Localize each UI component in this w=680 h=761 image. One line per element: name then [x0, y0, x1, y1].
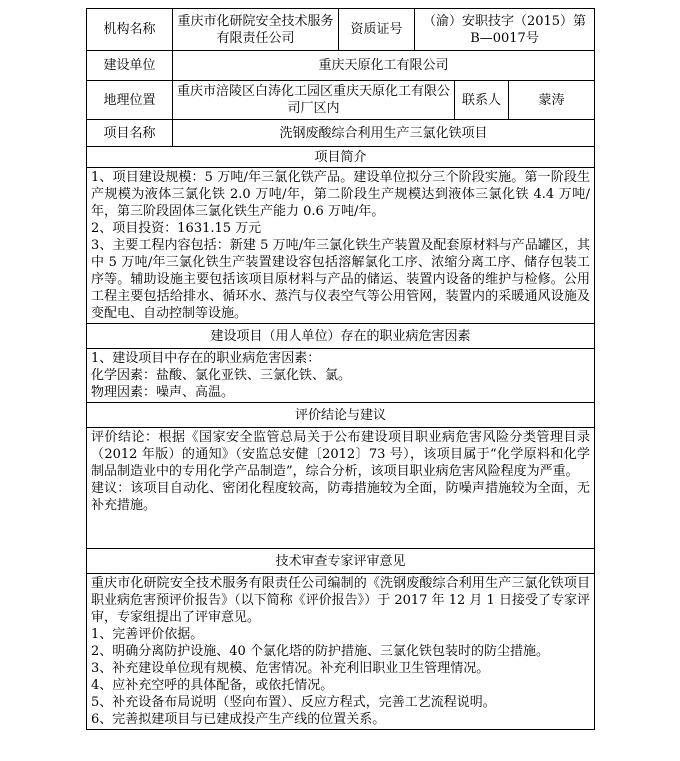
project-info-table	[86, 8, 595, 730]
location-label: 地理位置	[87, 81, 173, 120]
review-heading: 技术审查专家评审意见	[87, 549, 595, 574]
conclusion-heading: 评价结论与建议	[87, 403, 595, 428]
project-value: 洗钢废酸综合利用生产三氯化铁项目	[173, 120, 595, 147]
intro-heading: 项目简介	[87, 147, 595, 168]
contact-value: 蒙涛	[509, 81, 595, 120]
hazards-body	[87, 349, 595, 403]
document-page	[86, 8, 594, 730]
hazard-line: 物理因素：噪声、高温。	[91, 385, 235, 400]
contact-label: 联系人	[455, 81, 509, 120]
review-item: 3、补充建设单位现有规模、危害情况。补充利旧职业卫生管理情况。	[91, 661, 490, 676]
location-value: 重庆市涪陵区白涛化工园区重庆天原化工有限公司厂区内	[173, 81, 455, 120]
review-item: 5、补充设备布局说明（竖向布置）、反应方程式，完善工艺流程说明。	[91, 695, 496, 710]
intro-item: 1、项目建设规模：5 万吨/年三氯化铁产品。建设单位拟分三个阶段实施。第一阶段生产规模为液体三氯化铁 2.0 万吨/年，第二阶段生产规模达到液体三氯化铁 4.4 万吨/年，第三阶段固体三氯化铁生产能力 0.6 万吨/年。	[91, 170, 591, 219]
hazards-heading: 建设项目（用人单位）存在的职业病危害因素	[87, 324, 595, 349]
review-item: 1、完善评价依据。	[91, 627, 204, 642]
review-item: 6、完善拟建项目与已建成投产生产线的位置关系。	[91, 712, 386, 727]
conclusion-text: 评价结论：根据《国家安全监管总局关于公布建设项目职业病危害风险分类管理目录（2012 年版）的通知》（安监总安健〔2012〕73 号），该项目属于“化学原料和化学制品制造业中的专用化学产品制造”，综合分析，该项目职业病危害风险程度为严重。	[91, 430, 591, 479]
review-intro: 重庆市化研院安全技术服务有限责任公司编制的《洗钢废酸综合利用生产三氯化铁项目职业病危害预评价报告》（以下简称《评价报告》）于 2017 年 12 月 1 日接受了专家评审，专家组提出了评审意见。	[91, 576, 591, 625]
review-item: 2、明确分离防护设施、40 个氯化塔的防护措施、三氯化铁包装时的防尘措施。	[91, 644, 549, 659]
suggestion-text: 建议：该项目自动化、密闭化程度较高，防毒措施较为全面，防噪声措施较为全面，无补充措施。	[91, 481, 591, 513]
builder-label: 建设单位	[87, 51, 173, 81]
intro-item: 2、项目投资：1631.15 万元	[91, 221, 262, 236]
intro-body	[87, 168, 595, 324]
review-item: 4、应补充空呼的具体配备，或依托情况。	[91, 678, 334, 693]
review-body	[87, 574, 595, 730]
cert-value: （渝）安职技字（2015）第B—0017号	[415, 9, 595, 51]
cert-label: 资质证号	[339, 9, 415, 51]
builder-value: 重庆天原化工有限公司	[173, 51, 595, 81]
hazard-line: 化学因素：盐酸、氯化亚铁、三氯化铁、氯。	[91, 368, 352, 383]
intro-item: 3、主要工程内容包括：新建 5 万吨/年三氯化铁生产装置及配套原材料与产品罐区，其中 5 万吨/年三氯化铁生产装置建设容包括溶解氯化工序、浓缩分离工序、储存包装工序等。辅助设施主要包括该项目原材料与产品的储运、装置内设备的维护与检修。公用工程主要包括给排水、循环水、蒸汽与仪表空气等公用管网，装置内的采暖通风设施及变配电、自动控制等设施。	[91, 238, 591, 321]
hazard-line: 1、建设项目中存在的职业病危害因素：	[91, 351, 321, 366]
org-value: 重庆市化研院安全技术服务有限责任公司	[173, 9, 339, 51]
conclusion-body	[87, 428, 595, 549]
project-label: 项目名称	[87, 120, 173, 147]
org-label: 机构名称	[87, 9, 173, 51]
